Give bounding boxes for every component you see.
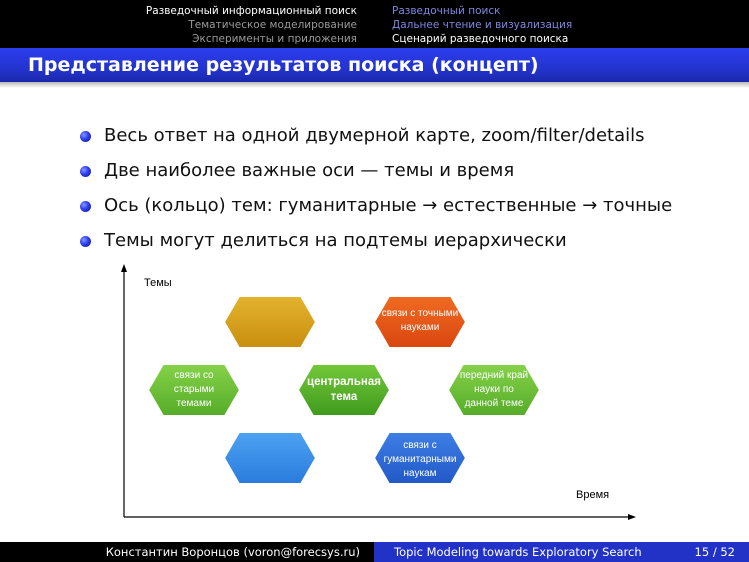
frame-title: Представление результатов поиска (концепт) — [28, 54, 539, 76]
bullet-item — [80, 229, 672, 264]
hex-mid-left-label-line3: темами — [176, 398, 212, 409]
bullet-item — [80, 124, 672, 159]
hex-top-right-label-line2: науками — [400, 322, 440, 333]
section-nav — [146, 4, 357, 46]
hex-mid-right-label-line1: передний край — [459, 370, 529, 381]
hex-center-label-line2: тема — [330, 391, 358, 403]
subsection-link-distant-reading[interactable]: Дальнее чтение и визуализация — [392, 19, 573, 31]
bullet-item — [80, 194, 672, 229]
hex-mid-right-label-line2: науки по — [474, 384, 514, 395]
bullet-icon — [80, 166, 91, 177]
section-link-topic-modeling[interactable]: Тематическое моделирование — [188, 19, 357, 31]
hex-bottom-right-label-line2: гуманитарными — [383, 454, 457, 465]
subsection-link-search-scenario[interactable]: Сценарий разведочного поиска — [392, 33, 569, 45]
bullet-text: Ось (кольцо) тем: гуманитарные → естественные → точные — [104, 195, 673, 216]
footer-page-number: 15 / 52 — [694, 545, 735, 559]
subsection-link-exploratory-search[interactable]: Разведочный поиск — [392, 5, 501, 17]
hex-bottom-left[interactable] — [224, 432, 316, 484]
bullet-text: Весь ответ на одной двумерной карте, zoom/filter/details — [104, 125, 645, 146]
hex-mid-left-label-line1: связи со — [174, 370, 214, 381]
x-axis-arrowhead — [628, 514, 636, 520]
hex-mid-right-label-line3: данной теме — [464, 398, 524, 409]
hex-mid-left-label-line2: старыми — [173, 384, 215, 395]
subsection-nav — [392, 4, 572, 46]
y-axis-label: Темы — [144, 277, 172, 289]
section-link-exploratory-ir[interactable]: Разведочный информационный поиск — [145, 5, 357, 17]
bullet-item — [80, 159, 672, 194]
hex-top-right-label-line1: связи с точными — [381, 308, 459, 319]
bullet-text: Темы могут делиться на подтемы иерархически — [104, 230, 567, 251]
bullet-list — [80, 124, 672, 264]
hex-bottom-right-label-line3: наукам — [403, 468, 437, 479]
hex-center[interactable] — [298, 364, 390, 416]
bullet-icon — [80, 131, 91, 142]
topic-map-diagram — [110, 262, 640, 524]
bullet-icon — [80, 236, 91, 247]
title-shadow — [0, 82, 749, 88]
hex-bottom-right-label-line1: связи с — [403, 440, 437, 451]
bullet-text: Две наиболее важные оси — темы и время — [104, 160, 515, 181]
header-bar — [0, 0, 749, 48]
bullet-icon — [80, 201, 91, 212]
y-axis-arrowhead — [121, 264, 127, 272]
x-axis-label: Время — [576, 489, 610, 501]
footer-talk-title: Topic Modeling towards Exploratory Search — [394, 545, 642, 559]
footer-author: Константин Воронцов (voron@forecsys.ru) — [105, 545, 360, 559]
hex-center-label-line1: центральная — [307, 376, 381, 388]
section-link-experiments[interactable]: Эксперименты и приложения — [192, 33, 357, 45]
hex-top-left[interactable] — [224, 296, 316, 348]
